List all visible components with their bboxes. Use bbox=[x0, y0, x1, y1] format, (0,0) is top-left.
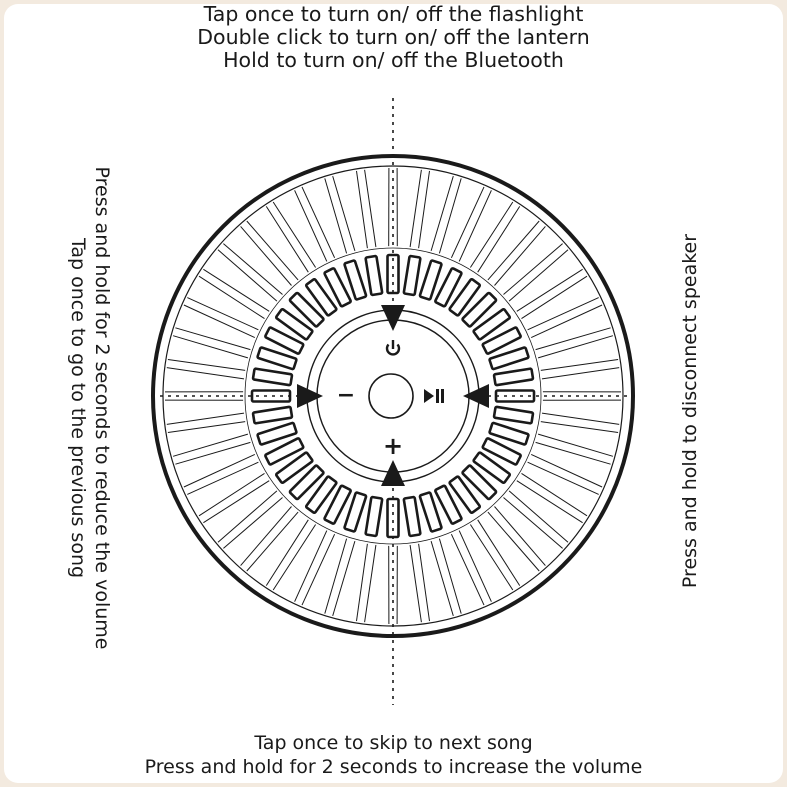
grille-fin bbox=[187, 298, 258, 330]
grille-fin bbox=[218, 250, 277, 301]
grille-fin bbox=[531, 454, 602, 487]
grille-fin bbox=[459, 531, 491, 602]
grille-fin bbox=[203, 269, 269, 311]
grille-fin bbox=[173, 336, 248, 358]
grille-fin bbox=[199, 276, 265, 318]
grille-fin bbox=[542, 413, 619, 424]
bottom-caption bbox=[0, 731, 787, 779]
grille-fin bbox=[168, 360, 245, 371]
grille-fin bbox=[470, 525, 512, 591]
grille-fin bbox=[541, 360, 618, 371]
grille-fin bbox=[538, 336, 613, 358]
grille-fin bbox=[168, 422, 245, 433]
grille-fin bbox=[247, 512, 298, 571]
grille-fin bbox=[295, 190, 327, 261]
grille-fin bbox=[175, 328, 250, 350]
grille-fin bbox=[541, 422, 618, 433]
grille-fin bbox=[273, 525, 315, 591]
grille-fin bbox=[509, 491, 568, 542]
grille-fin bbox=[218, 491, 277, 542]
grille-slot bbox=[494, 368, 533, 385]
grille-fin bbox=[184, 305, 255, 338]
grille-fin bbox=[509, 250, 568, 301]
left-caption-line-2: Tap once to go to the previous song bbox=[67, 237, 89, 579]
grille-slot bbox=[365, 256, 382, 295]
top-caption-line-2: Double click to turn on/ off the lantern bbox=[197, 25, 590, 49]
grille-fin bbox=[266, 520, 308, 586]
grille-slot bbox=[365, 497, 382, 536]
grille-slot bbox=[404, 256, 421, 295]
grille-fin bbox=[295, 531, 327, 602]
grille-fin bbox=[203, 481, 269, 523]
grille-fin bbox=[531, 305, 602, 338]
grille-fin bbox=[439, 178, 461, 253]
grille-fin bbox=[175, 442, 250, 464]
grille-fin bbox=[410, 545, 421, 622]
grille-fin bbox=[357, 171, 368, 248]
grille-fin bbox=[536, 442, 611, 464]
grille-fin bbox=[184, 454, 255, 487]
grille-fin bbox=[419, 544, 430, 621]
grille-slot bbox=[404, 497, 421, 536]
grille-fin bbox=[266, 206, 308, 272]
grille-fin bbox=[517, 269, 583, 311]
grille-fin bbox=[302, 534, 335, 605]
grille-fin bbox=[167, 368, 244, 379]
grille-fin bbox=[522, 276, 588, 318]
round-button-icon[interactable] bbox=[369, 374, 413, 418]
grille-fin bbox=[478, 206, 520, 272]
grille-fin bbox=[522, 473, 588, 515]
grille-fin bbox=[357, 544, 368, 621]
grille-fin bbox=[488, 221, 539, 280]
grille-fin bbox=[187, 462, 258, 494]
grille-fin bbox=[488, 512, 539, 571]
right-caption-line-1: Press and hold to disconnect speaker bbox=[679, 233, 701, 589]
grille-fin bbox=[451, 534, 484, 605]
grille-fin bbox=[333, 541, 355, 616]
plus-button[interactable]: + bbox=[382, 432, 404, 460]
left-caption-line-1: Press and hold for 2 seconds to reduce the volume bbox=[91, 166, 113, 650]
grille-fin bbox=[538, 434, 613, 456]
grille-fin bbox=[459, 190, 491, 261]
grille-fin bbox=[528, 462, 599, 494]
top-caption-line-1: Tap once to turn on/ off the flashlight bbox=[203, 2, 584, 26]
grille-fin bbox=[517, 481, 583, 523]
grille-fin bbox=[431, 176, 453, 251]
grille-fin bbox=[325, 539, 347, 614]
top-caption-line-3: Hold to turn on/ off the Bluetooth bbox=[223, 48, 564, 72]
bottom-caption-line-2: Press and hold for 2 seconds to increase the volume bbox=[144, 756, 643, 778]
grille-fin bbox=[542, 368, 619, 379]
grille-fin bbox=[536, 328, 611, 350]
grille-fin bbox=[410, 170, 421, 247]
bottom-caption-line-1: Tap once to skip to next song bbox=[254, 732, 533, 754]
grille-fin bbox=[365, 545, 376, 622]
grille-slot bbox=[253, 368, 292, 385]
grille-fin bbox=[451, 187, 484, 258]
grille-fin bbox=[333, 176, 355, 251]
grille-fin bbox=[199, 473, 265, 515]
grille-slot bbox=[494, 407, 533, 424]
grille-slot bbox=[253, 407, 292, 424]
grille-fin bbox=[325, 178, 347, 253]
minus-button[interactable]: − bbox=[336, 383, 356, 408]
grille-fin bbox=[247, 221, 298, 280]
grille-fin bbox=[302, 187, 335, 258]
grille-fin bbox=[167, 413, 244, 424]
grille-fin bbox=[528, 298, 599, 330]
grille-fin bbox=[470, 202, 512, 268]
grille-fin bbox=[365, 170, 376, 247]
grille-fin bbox=[273, 202, 315, 268]
grille-fin bbox=[173, 434, 248, 456]
grille-fin bbox=[439, 539, 461, 614]
grille-fin bbox=[419, 171, 430, 248]
grille-fin bbox=[478, 520, 520, 586]
grille-fin bbox=[431, 541, 453, 616]
